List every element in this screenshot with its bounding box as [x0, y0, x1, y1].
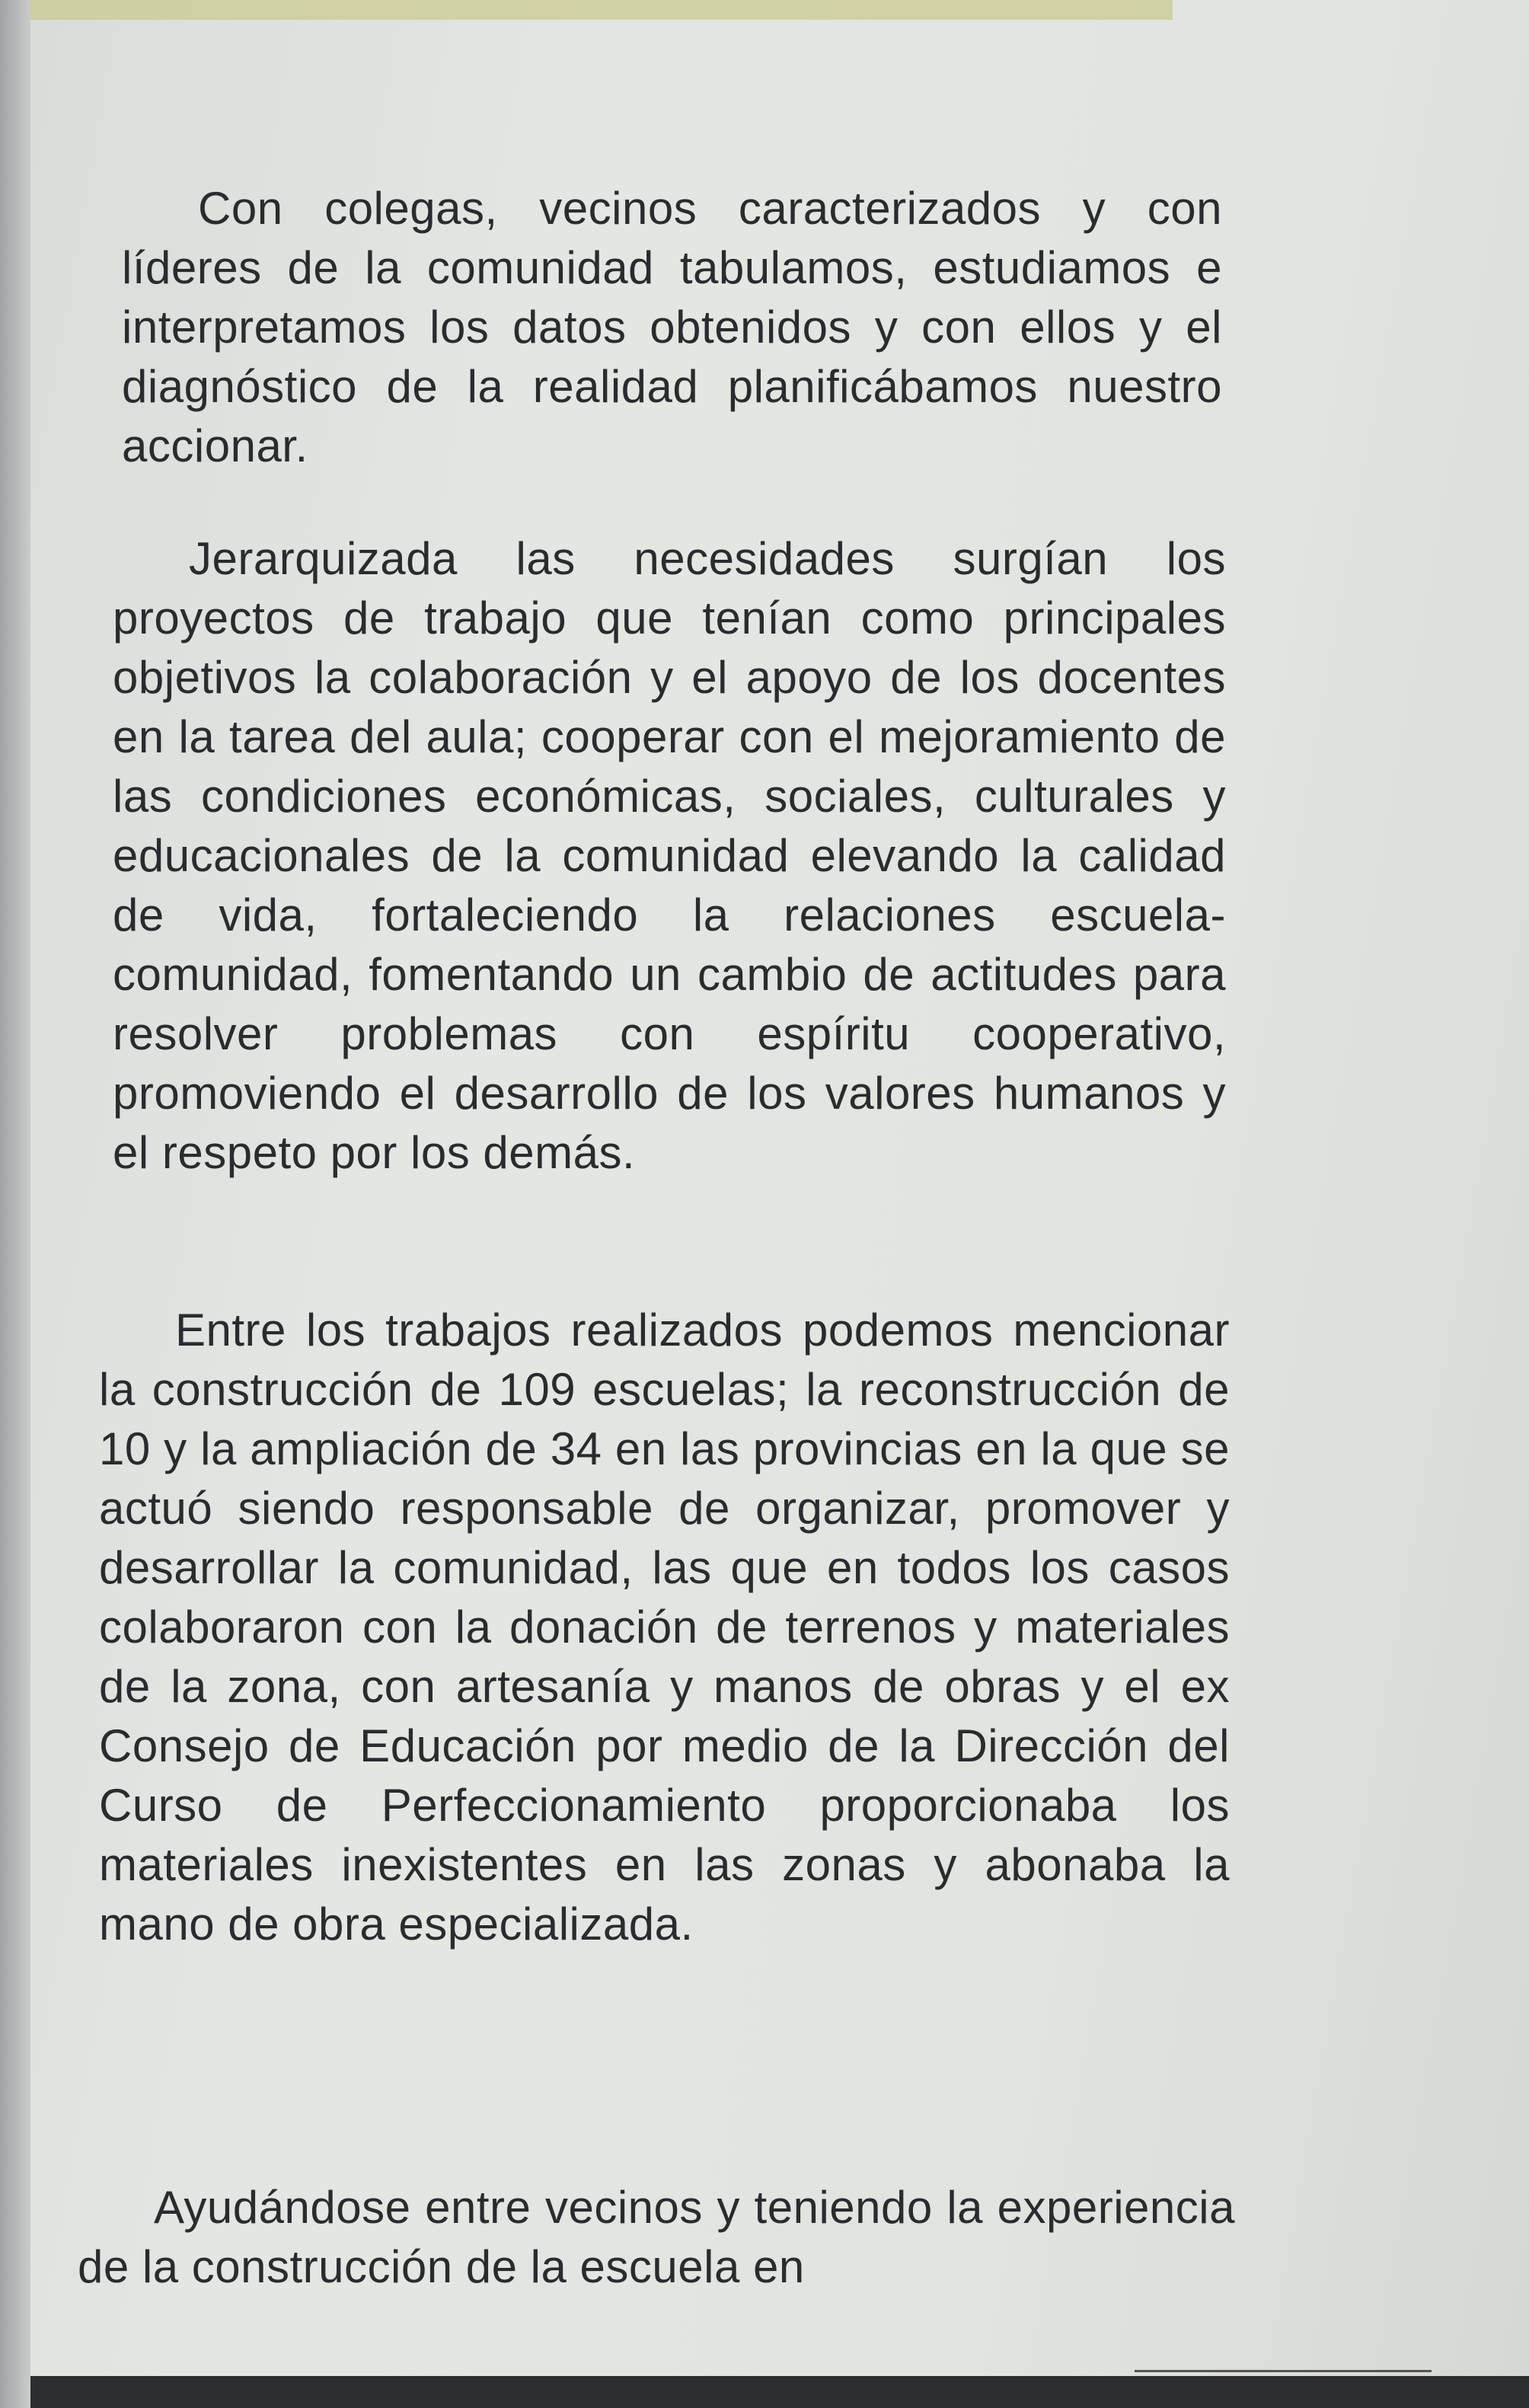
paragraph-1: Con colegas, vecinos caracterizados y con líderes de la comunidad tabulamos, estudiamos e interpretamos los datos obtenidos y con ellos y el diagnóstico de la realidad planificábamos nuestro accionar. [122, 183, 1222, 471]
paragraph-3: Entre los trabajos realizados podemos mencionar la construcción de 109 escuelas; la reconstrucción de 10 y la ampliación de 34 en las provincias en la que se actuó siendo responsable de organizar, promover y desarrollar la comunidad, las que en todos los casos colaboraron con la donación de terrenos y materiales de la zona, con artesanía y manos de obras y el ex Consejo de Educación por medio de la Dirección del Curso de Perfeccionamiento proporcionaba los materiales inexistentes en las zonas y abonaba la mano de obra especializada. [99, 1305, 1230, 1950]
paragraph-4: Ayudándose entre vecinos y teniendo la experiencia de la construcción de la escuela en [78, 2182, 1235, 2292]
paragraph-2: Jerarquizada las necesidades surgían los proyectos de trabajo que tenían como principales objetivos la colaboración y el apoyo de los docentes en la tarea del aula; cooperar con el mejoramiento de las condiciones económicas, sociales, culturales y educacionales de la comunidad elevando la calidad de vida, fortaleciendo la relaciones escuela-comunidad, fomentando un cambio de actitudes para resolver problemas con espíritu cooperativo, promoviendo el desarrollo de los valores humanos y el respeto por los demás. [113, 533, 1226, 1178]
top-page-strip [30, 0, 1173, 20]
bottom-rule-line [1135, 2370, 1432, 2372]
book-binding-edge [0, 0, 30, 2408]
